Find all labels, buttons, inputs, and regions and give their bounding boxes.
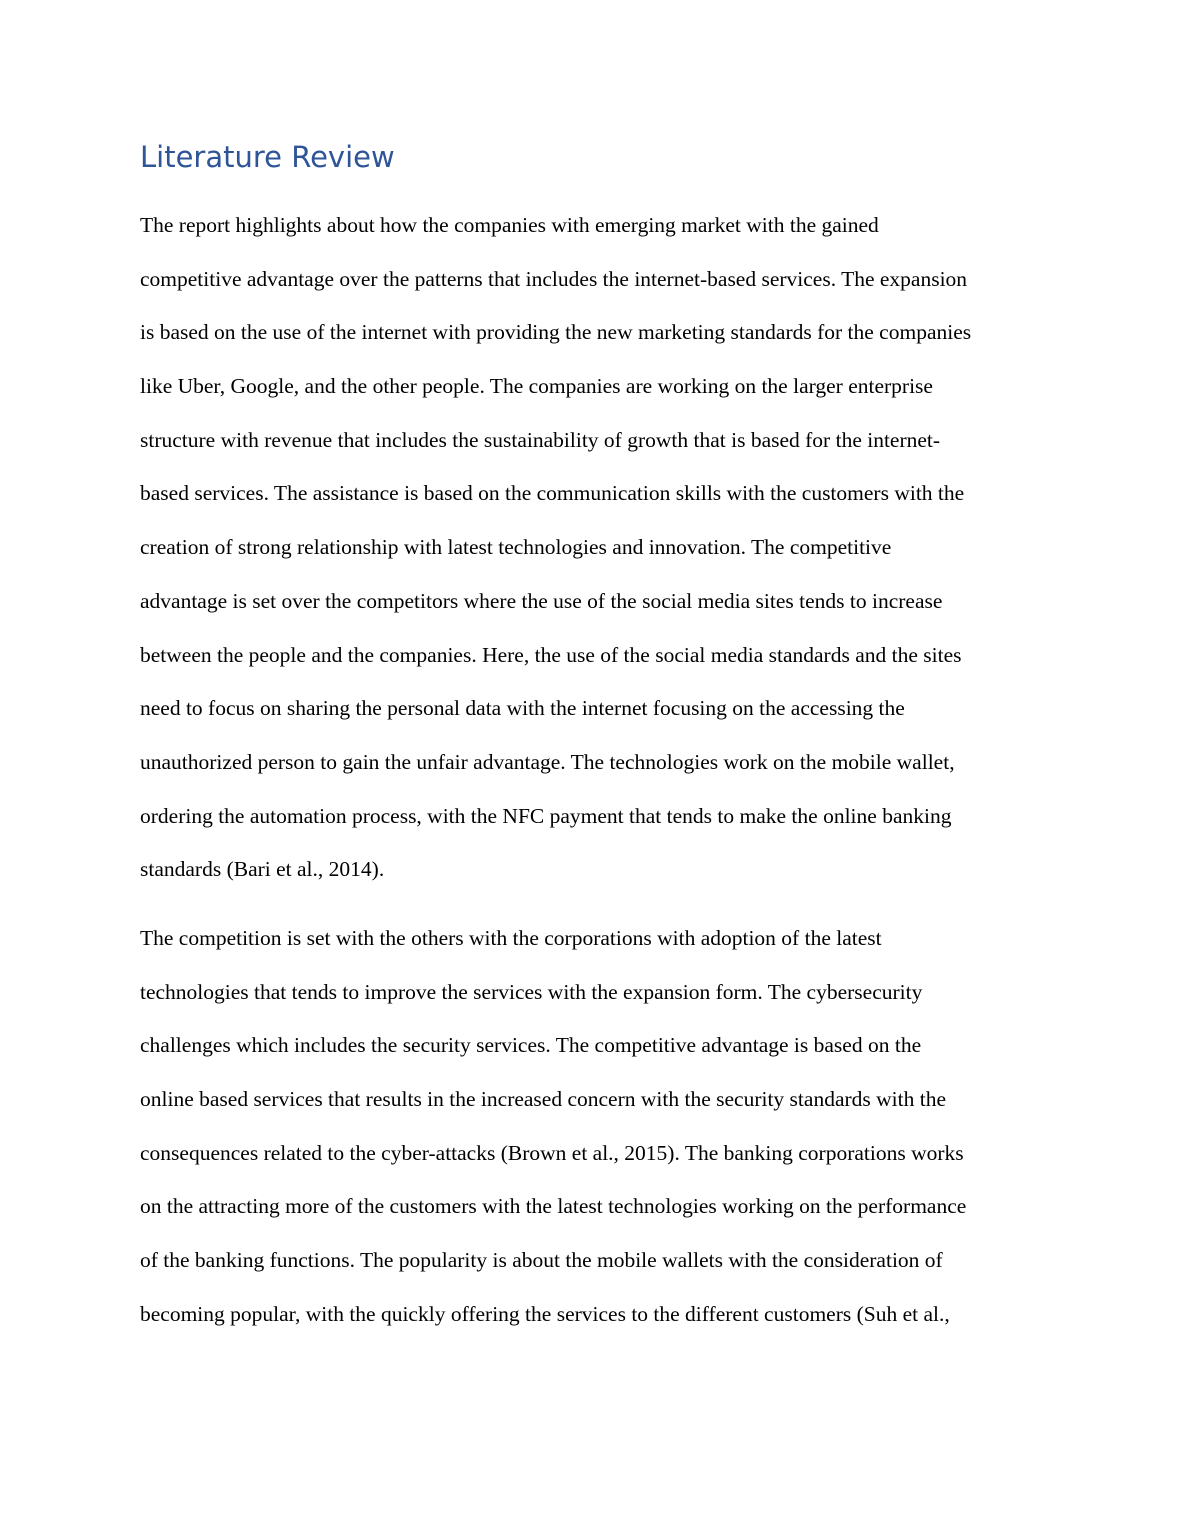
paragraph-line: structure with revenue that includes the sustainability of growth that is based for the internet- (140, 427, 941, 452)
paragraph-line: between the people and the companies. Here, the use of the social media standards and the sites (140, 642, 962, 667)
paragraph-2 (140, 912, 1060, 1342)
paragraph-line: standards (Bari et al., 2014). (140, 857, 385, 882)
paragraph-line: The report highlights about how the companies with emerging market with the gained (140, 213, 879, 237)
page-title: Literature Review (140, 140, 395, 174)
paragraph-line: creation of strong relationship with latest technologies and innovation. The competitive (140, 535, 892, 560)
paragraph-line: consequences related to the cyber-attacks (Brown et al., 2015). The banking corporations works (140, 1140, 964, 1165)
paragraph-line: like Uber, Google, and the other people. The companies are working on the larger enterprise (140, 374, 933, 399)
paragraph-line: technologies that tends to improve the services with the expansion form. The cybersecurity (140, 979, 923, 1004)
paragraph-line: is based on the use of the internet with providing the new marketing standards for the companies (140, 320, 972, 345)
paragraph-line: ordering the automation process, with the NFC payment that tends to make the online banking (140, 803, 952, 828)
paragraph-line: need to focus on sharing the personal data with the internet focusing on the accessing the (140, 696, 905, 721)
paragraph-line: based services. The assistance is based on the communication skills with the customers with the (140, 481, 965, 506)
paragraph-line: becoming popular, with the quickly offering the services to the different customers (Suh et al., (140, 1301, 950, 1326)
paragraph-line: advantage is set over the competitors where the use of the social media sites tends to increase (140, 588, 943, 613)
paragraph-line: competitive advantage over the patterns that includes the internet-based services. The expansion (140, 266, 968, 291)
paragraph-line: online based services that results in the increased concern with the security standards with the (140, 1087, 946, 1112)
paragraph-line: of the banking functions. The popularity is about the mobile wallets with the consideration of (140, 1248, 943, 1273)
paragraph-1 (140, 199, 1060, 897)
paragraph-line: The competition is set with the others with the corporations with adoption of the latest (140, 926, 882, 950)
paragraph-line: unauthorized person to gain the unfair advantage. The technologies work on the mobile wallet, (140, 749, 955, 774)
paragraph-line: on the attracting more of the customers with the latest technologies working on the performance (140, 1194, 967, 1219)
paragraph-line: challenges which includes the security services. The competitive advantage is based on the (140, 1033, 922, 1058)
